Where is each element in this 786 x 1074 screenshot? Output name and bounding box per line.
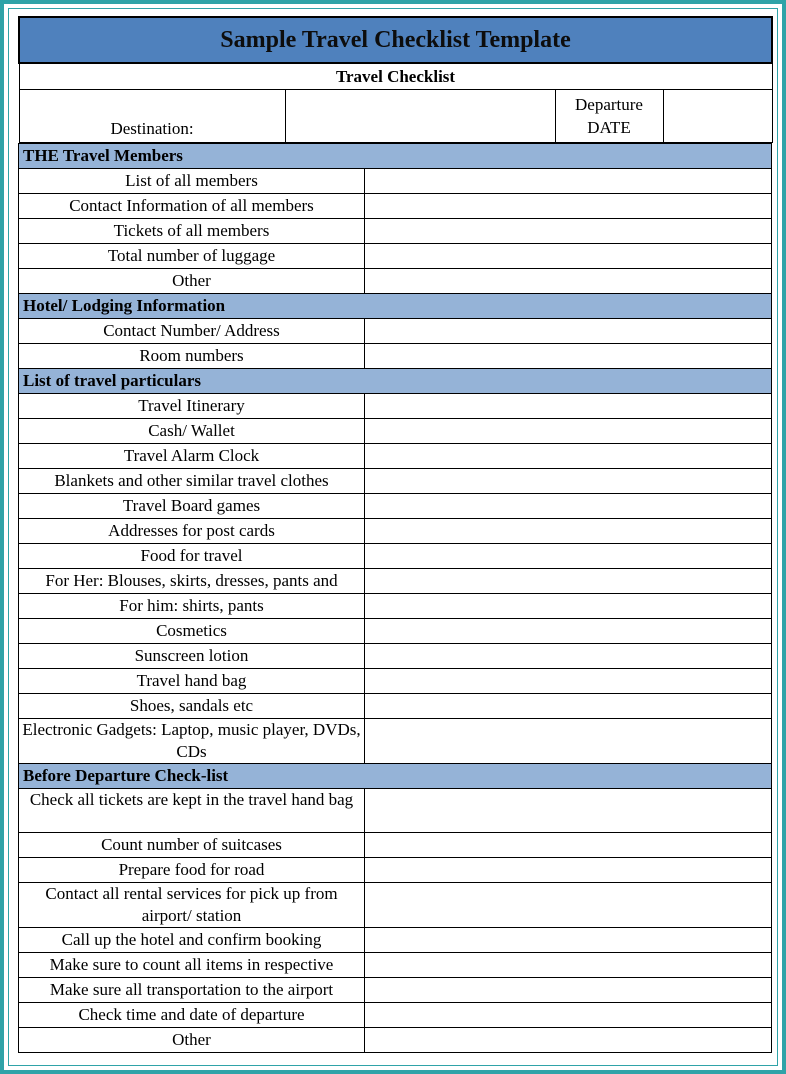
checklist-item-entry[interactable] [365, 169, 772, 194]
table-row [19, 858, 772, 883]
checklist-body [18, 143, 772, 1053]
checklist-item-label: Tickets of all members [19, 219, 365, 244]
checklist-item-entry[interactable] [365, 394, 772, 419]
table-row [19, 669, 772, 694]
table-row [19, 1028, 772, 1053]
checklist-item-entry[interactable] [365, 833, 772, 858]
checklist-item-label: Total number of luggage [19, 244, 365, 269]
checklist-item-entry[interactable] [365, 789, 772, 833]
checklist-item-label: Blankets and other similar travel clothes [19, 469, 365, 494]
table-row [19, 419, 772, 444]
checklist-item-entry[interactable] [365, 569, 772, 594]
checklist-item-label: For him: shirts, pants [19, 594, 365, 619]
table-row [19, 644, 772, 669]
checklist-item-label: Other [19, 269, 365, 294]
checklist-item-entry[interactable] [365, 419, 772, 444]
table-row [19, 469, 772, 494]
checklist-item-label: Check time and date of departure [19, 1003, 365, 1028]
table-row [19, 394, 772, 419]
table-row [19, 519, 772, 544]
checklist-item-entry[interactable] [365, 694, 772, 719]
table-row [19, 789, 772, 833]
checklist-item-label: Contact all rental services for pick up from airport/ station [19, 883, 365, 928]
table-row [19, 344, 772, 369]
checklist-item-label: Call up the hotel and confirm booking [19, 928, 365, 953]
checklist-item-label: Travel Itinerary [19, 394, 365, 419]
table-row [19, 694, 772, 719]
checklist-item-label: Sunscreen lotion [19, 644, 365, 669]
subtitle: Travel Checklist [19, 63, 772, 90]
checklist-item-entry[interactable] [365, 244, 772, 269]
checklist-item-entry[interactable] [365, 928, 772, 953]
destination-field[interactable] [285, 90, 555, 143]
checklist-item-label: Count number of suitcases [19, 833, 365, 858]
table-row [19, 569, 772, 594]
departure-date-field[interactable] [663, 90, 772, 143]
checklist-item-label: Travel Board games [19, 494, 365, 519]
checklist-item-entry[interactable] [365, 344, 772, 369]
checklist-item-label: Travel Alarm Clock [19, 444, 365, 469]
checklist-item-entry[interactable] [365, 858, 772, 883]
checklist-item-entry[interactable] [365, 1028, 772, 1053]
checklist-item-entry[interactable] [365, 469, 772, 494]
checklist-item-entry[interactable] [365, 494, 772, 519]
checklist-item-entry[interactable] [365, 194, 772, 219]
departure-label: Departure [575, 95, 643, 114]
checklist-item-entry[interactable] [365, 219, 772, 244]
checklist-item-label: Make sure all transportation to the airport [19, 978, 365, 1003]
checklist-item-label: For Her: Blouses, skirts, dresses, pants and [19, 569, 365, 594]
checklist-item-label: Cash/ Wallet [19, 419, 365, 444]
date-label: DATE [587, 118, 631, 137]
checklist-item-label: Cosmetics [19, 619, 365, 644]
table-row [19, 494, 772, 519]
table-row [19, 444, 772, 469]
table-row [19, 594, 772, 619]
checklist-item-entry[interactable] [365, 669, 772, 694]
checklist-item-label: Travel hand bag [19, 669, 365, 694]
table-row [19, 269, 772, 294]
table-row [19, 833, 772, 858]
table-row [19, 194, 772, 219]
table-row [19, 928, 772, 953]
checklist-item-entry[interactable] [365, 883, 772, 928]
table-row [19, 719, 772, 764]
table-row [19, 619, 772, 644]
checklist-item-label: Food for travel [19, 544, 365, 569]
checklist-item-entry[interactable] [365, 1003, 772, 1028]
section-header: THE Travel Members [19, 144, 772, 169]
table-row [19, 1003, 772, 1028]
table-row [19, 978, 772, 1003]
checklist-item-entry[interactable] [365, 719, 772, 764]
section-header: Hotel/ Lodging Information [19, 294, 772, 319]
checklist-item-entry[interactable] [365, 269, 772, 294]
checklist-item-label: List of all members [19, 169, 365, 194]
checklist-item-label: Make sure to count all items in respective [19, 953, 365, 978]
checklist-item-entry[interactable] [365, 644, 772, 669]
table-row [19, 544, 772, 569]
checklist-item-label: Contact Information of all members [19, 194, 365, 219]
checklist-table [18, 16, 773, 143]
checklist-item-label: Electronic Gadgets: Laptop, music player, DVDs, CDs [19, 719, 365, 764]
destination-label: Destination: [19, 90, 285, 143]
checklist-item-label: Check all tickets are kept in the travel hand bag [19, 789, 365, 833]
checklist-item-entry[interactable] [365, 953, 772, 978]
table-row [19, 953, 772, 978]
section-header: List of travel particulars [19, 369, 772, 394]
table-row [19, 883, 772, 928]
table-row [19, 244, 772, 269]
checklist-item-entry[interactable] [365, 444, 772, 469]
table-row [19, 169, 772, 194]
checklist-item-label: Other [19, 1028, 365, 1053]
page-title: Sample Travel Checklist Template [19, 17, 772, 63]
checklist-item-entry[interactable] [365, 978, 772, 1003]
checklist-item-entry[interactable] [365, 594, 772, 619]
checklist-sheet [18, 16, 771, 1053]
checklist-item-entry[interactable] [365, 519, 772, 544]
departure-date-label [555, 90, 663, 143]
checklist-item-entry[interactable] [365, 619, 772, 644]
checklist-item-label: Addresses for post cards [19, 519, 365, 544]
checklist-item-label: Prepare food for road [19, 858, 365, 883]
table-row [19, 219, 772, 244]
checklist-item-entry[interactable] [365, 319, 772, 344]
checklist-item-entry[interactable] [365, 544, 772, 569]
section-header: Before Departure Check-list [19, 764, 772, 789]
table-row [19, 319, 772, 344]
checklist-item-label: Room numbers [19, 344, 365, 369]
checklist-item-label: Shoes, sandals etc [19, 694, 365, 719]
checklist-item-label: Contact Number/ Address [19, 319, 365, 344]
